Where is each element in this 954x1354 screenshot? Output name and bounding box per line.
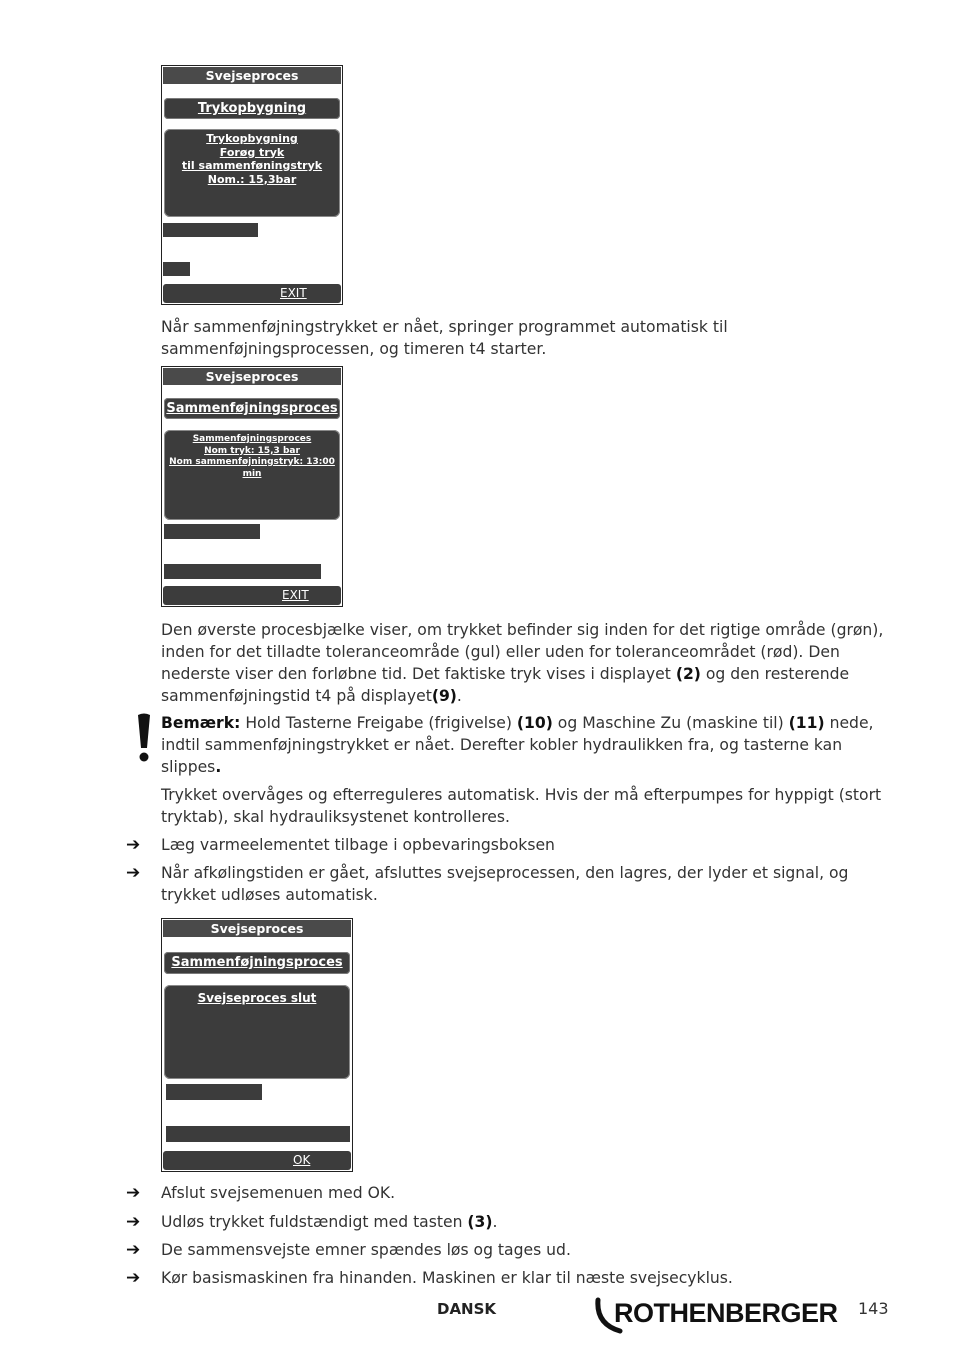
message-line: Nom.: 15,3bar bbox=[207, 172, 297, 186]
ref-11: (11) bbox=[788, 714, 825, 732]
bullet-item: Når afkølingstiden er gået, afsluttes svejseprocessen, den lagres, der lyder et signal, og trykket udløses automatisk. bbox=[161, 864, 849, 904]
process-bar bbox=[166, 1084, 262, 1100]
message-line: Forøg tryk bbox=[219, 145, 285, 159]
bullet-item: Afslut svejsemenuen med OK. bbox=[161, 1184, 396, 1202]
bullet-item: Kør basismaskinen fra hinanden. Maskinen er klar til næste svejsecyklus. bbox=[161, 1269, 733, 1287]
paragraph-2-text: og den resterende sammenføjningstid t4 på displayet bbox=[161, 665, 850, 705]
message-line: Nom sammenføjningstryk: 13:00 min bbox=[169, 457, 335, 479]
page-number: 143 bbox=[858, 1299, 889, 1318]
screen-step bbox=[164, 952, 350, 974]
footer-language: DANSK bbox=[437, 1300, 497, 1318]
screen-step bbox=[164, 398, 340, 419]
ref-10: (10) bbox=[516, 714, 553, 732]
screen-message-box bbox=[164, 985, 350, 1079]
arrow-right-icon: ➔ bbox=[126, 863, 141, 883]
screen-message-box bbox=[164, 430, 340, 520]
time-bar bbox=[163, 262, 190, 276]
message-line: Nom tryk: 15,3 bar bbox=[204, 445, 300, 456]
message-line: Svejseproces slut bbox=[197, 991, 317, 1005]
bullet-item bbox=[161, 1211, 891, 1233]
message-line: til sammenføningstryk bbox=[181, 159, 323, 172]
ref-9: (9) bbox=[431, 687, 457, 705]
exit-label: EXIT bbox=[280, 286, 307, 300]
bullet-text: . bbox=[492, 1213, 498, 1231]
exclamation-icon bbox=[137, 713, 151, 763]
note-text: . bbox=[215, 758, 222, 776]
process-bar bbox=[164, 524, 260, 539]
paragraph-1: Når sammenføjningstrykket er nået, springer programmet automatisk til sammenføjningsprocessen, og timeren t4 starter. bbox=[161, 318, 728, 358]
screen-step-label: Sammenføjningsproces bbox=[171, 955, 343, 970]
screen-title: Svejseproces bbox=[163, 67, 341, 84]
display-screenshot-process-end bbox=[161, 918, 353, 1172]
paragraph-2 bbox=[161, 619, 891, 707]
arrow-right-icon: ➔ bbox=[126, 1212, 141, 1232]
bullet-text: Udløs trykket fuldstændigt med tasten bbox=[161, 1213, 468, 1231]
screen-title: Svejseproces bbox=[163, 920, 351, 937]
screen-step-label: Sammenføjningsproces bbox=[166, 401, 338, 416]
time-bar bbox=[164, 564, 321, 579]
bullet-item: Læg varmeelementet tilbage i opbevaringsboksen bbox=[161, 836, 555, 854]
arrow-right-icon: ➔ bbox=[126, 1183, 141, 1203]
display-screenshot-pressure-buildup bbox=[161, 65, 343, 305]
bullet-item: De sammensvejste emner spændes løs og tages ud. bbox=[161, 1241, 571, 1259]
screen-title: Svejseproces bbox=[163, 368, 341, 385]
process-bar bbox=[163, 223, 258, 237]
screen-step bbox=[164, 98, 340, 119]
time-bar bbox=[166, 1126, 350, 1142]
message-line: Sammenføjningsproces bbox=[192, 434, 312, 444]
exit-button[interactable] bbox=[163, 586, 341, 605]
message-line: Trykopbygning bbox=[206, 132, 298, 145]
note-text: nede, indtil sammenføjningstrykket er nået. Derefter kobler hydraulikken fra, og tasterne kan slippes bbox=[161, 714, 874, 776]
paragraph-3: Trykket overvåges og efterreguleres automatisk. Hvis der må efterpumpes for hyppigt (stort tryktab), skal hydrauliksystenet kontrolleres. bbox=[161, 786, 882, 826]
paragraph-2-text: . bbox=[456, 687, 462, 705]
note-text: Hold Tasterne Freigabe (frigivelse) bbox=[240, 714, 517, 732]
brand-logo bbox=[594, 1294, 839, 1336]
note-paragraph bbox=[161, 712, 891, 778]
brand-wordmark: ROTHENBERGER bbox=[614, 1298, 838, 1328]
ok-label: OK bbox=[293, 1153, 311, 1167]
note-label: Bemærk: bbox=[161, 714, 241, 732]
exit-button[interactable] bbox=[163, 284, 341, 303]
paragraph-2-text: Den øverste procesbjælke viser, om trykket befinder sig inden for det rigtige område (grøn), inden for det tilladte toleranceområde (gul) eller uden for toleranceområdet (rød). Den nederste viser den forløbne tid. Det faktiske tryk vises i displayet bbox=[161, 621, 884, 683]
exit-label: EXIT bbox=[282, 588, 309, 602]
ok-button[interactable] bbox=[163, 1151, 351, 1170]
ref-3: (3) bbox=[467, 1213, 493, 1231]
screen-message-box bbox=[164, 129, 340, 217]
screen-step-label: Trykopbygning bbox=[197, 101, 307, 116]
note-text: og Maschine Zu (maskine til) bbox=[552, 714, 789, 732]
arrow-right-icon: ➔ bbox=[126, 835, 141, 855]
display-screenshot-joining-process bbox=[161, 366, 343, 607]
arrow-right-icon: ➔ bbox=[126, 1268, 141, 1288]
ref-2: (2) bbox=[675, 665, 701, 683]
arrow-right-icon: ➔ bbox=[126, 1240, 141, 1260]
